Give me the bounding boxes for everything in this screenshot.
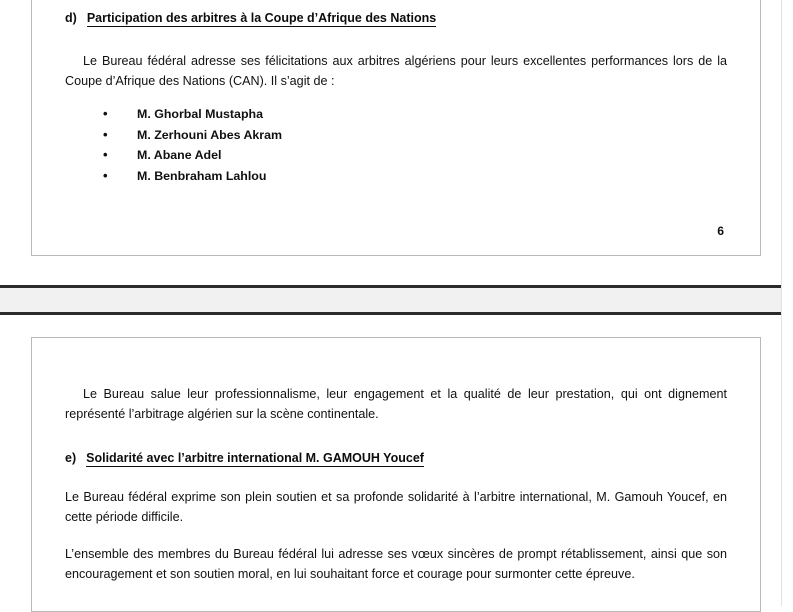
- page-number: 6: [717, 224, 724, 238]
- page-7-content: [32, 338, 760, 584]
- list-item: • M. Ghorbal Mustapha: [103, 104, 727, 125]
- section-heading-d: [65, 11, 727, 27]
- section-letter-e: e): [65, 450, 77, 465]
- page-7-intro-paragraph: Le Bureau salue leur professionnalisme, leur engagement et la qualité de leur prestation, qui ont dignement représenté l’arbitrage algérien sur la scène continentale.: [65, 387, 727, 422]
- section-letter-d: d): [65, 11, 77, 25]
- viewer-scrollbar-rail[interactable]: [781, 0, 793, 606]
- list-item: • M. Zerhouni Abes Akram: [103, 125, 727, 146]
- section-e-paragraph-one: Le Bureau fédéral exprime son plein soutien et sa profonde solidarité à l’arbitre international, M. Gamouh Youcef, en cette période difficile.: [65, 489, 727, 525]
- document-page-7: [31, 337, 761, 612]
- section-heading-e: [65, 451, 727, 467]
- page-separator-top: [0, 285, 793, 288]
- page-gap: [0, 285, 793, 315]
- section-d-paragraph: Le Bureau fédéral adresse ses félicitations aux arbitres algériens pour leurs excellentes performances lors de la Coupe d’Afrique des Nations (CAN). Il s’agit de :: [65, 54, 727, 89]
- document-page-6: [31, 0, 761, 256]
- list-item: • M. Abane Adel: [103, 145, 727, 166]
- section-title-d: Participation des arbitres à la Coupe d’Afrique des Nations: [86, 11, 437, 25]
- list-item: • M. Benbraham Lahlou: [103, 166, 727, 187]
- page-separator-bottom: [0, 312, 793, 315]
- referee-name-list: [65, 104, 727, 187]
- section-title-e: Solidarité avec l’arbitre international M. GAMOUH Youcef: [86, 450, 424, 465]
- section-e-paragraph-two: L’ensemble des membres du Bureau fédéral lui adresse ses vœux sincères de prompt rétablissement, ainsi que son encouragement et son soutien moral, en lui souhaitant force et courage pour surmonter cette épreuve.: [65, 546, 727, 581]
- page-6-content: [32, 0, 760, 187]
